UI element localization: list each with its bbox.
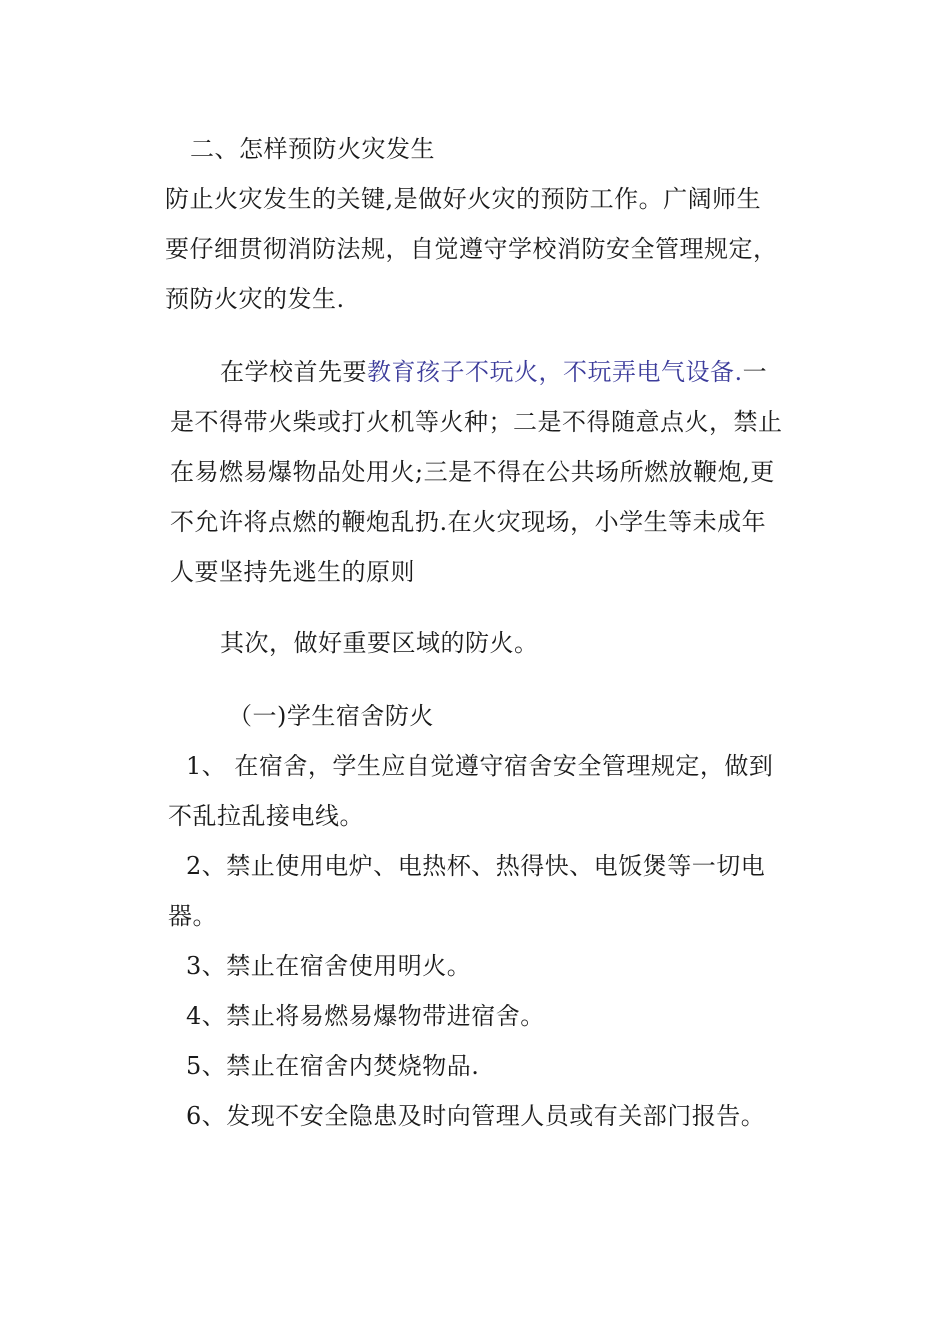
rule-6: 6、发现不安全隐患及时向管理人员或有关部门报告。 [186,1102,766,1130]
intro-line-3: 预防火灾的发生. [165,285,345,313]
school-line-4: 不允许将点燃的鞭炮乱扔.在火灾现场，小学生等未成年 [170,508,767,536]
school-line-3: 在易燃易爆物品处用火;三是不得在公共场所燃放鞭炮,更 [170,458,775,486]
intro-line-1: 防止火灾发生的关键,是做好火灾的预防工作。广阔师生 [165,185,762,213]
school-line-1 [220,356,767,388]
section-heading: 二、怎样预防火灾发生 [190,135,435,163]
school-line-1-prefix: 在学校首先要 [220,358,367,386]
school-line-1-suffix: 一 [742,358,768,386]
school-line-2: 是不得带火柴或打火机等火种；二是不得随意点火，禁止 [170,408,783,436]
rule-3: 3、禁止在宿舍使用明火。 [186,952,472,980]
highlighted-phrase: 教育孩子不玩火，不玩弄电气设备. [367,358,743,386]
rule-1-line-1: 1、 在宿舍，学生应自觉遵守宿舍安全管理规定，做到 [186,752,774,780]
rule-4: 4、禁止将易燃易爆物带进宿舍。 [186,1002,545,1030]
dorm-subheading: （一)学生宿舍防火 [228,702,434,730]
intro-line-2: 要仔细贯彻消防法规，自觉遵守学校消防安全管理规定， [165,235,778,263]
rule-1-line-2: 不乱拉乱接电线。 [168,802,364,830]
rule-2-line-1: 2、禁止使用电炉、电热杯、热得快、电饭煲等一切电 [186,852,766,880]
rule-5: 5、禁止在宿舍内焚烧物品. [186,1052,480,1080]
rule-2-line-2: 器。 [168,902,217,930]
secondly-paragraph: 其次，做好重要区域的防火。 [220,629,539,657]
school-line-5: 人要坚持先逃生的原则 [170,558,415,586]
